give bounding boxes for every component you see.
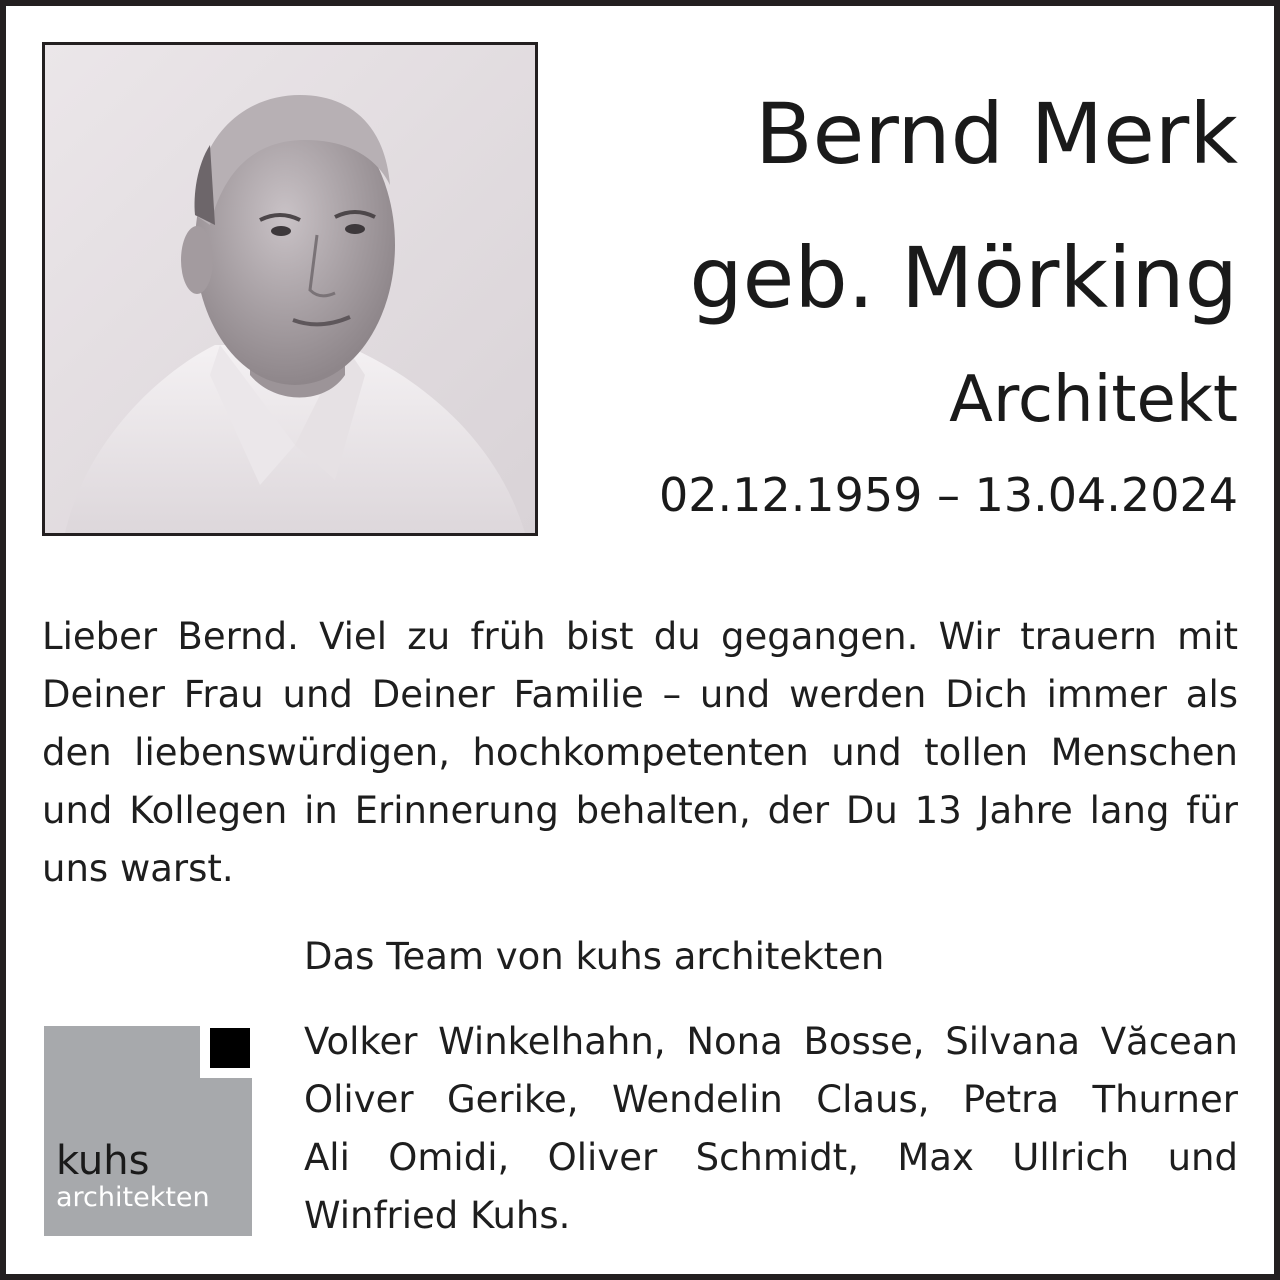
members-line [304,1187,1238,1245]
member-word: Schmidt, [695,1136,859,1179]
member-word: Thurner [1092,1078,1238,1121]
member-word: Winfried Kuhs. [304,1194,571,1237]
member-word: Bosse, [803,1020,925,1063]
team-heading: Das Team von kuhs architekten [304,935,885,978]
member-word: und [1167,1136,1238,1179]
member-word: Văcean [1100,1020,1238,1063]
member-word: Silvana [945,1020,1081,1063]
member-word: Omidi, [388,1136,510,1179]
member-word: Claus, [816,1078,930,1121]
birth-name: geb. Mörking [689,229,1238,327]
member-word: Nona [686,1020,783,1063]
members-line [304,1013,1238,1071]
members-line [304,1129,1238,1187]
members-line [304,1071,1238,1129]
team-members [304,1013,1238,1245]
notice-header [598,62,1238,540]
logo-wordmark-kuhs: kuhs [56,1138,150,1184]
member-word: Volker [304,1020,418,1063]
member-word: Ali [304,1136,350,1179]
portrait-photo [42,42,538,536]
profession: Architekt [949,363,1238,437]
deceased-name: Bernd Merk [755,85,1238,183]
logo-black-square [210,1028,250,1068]
member-word: Petra [962,1078,1060,1121]
member-word: Wendelin [611,1078,783,1121]
member-word: Gerike, [446,1078,579,1121]
logo-wordmark-architekten: architekten [56,1182,210,1213]
company-logo [44,1026,252,1236]
member-word: Oliver [304,1078,414,1121]
life-dates: 02.12.1959 – 13.04.2024 [659,468,1238,522]
member-word: Ullrich [1012,1136,1130,1179]
member-word: Max [897,1136,974,1179]
condolence-message: Lieber Bernd. Viel zu früh bist du gegangen. Wir trauern mit Deiner Frau und Deiner Familie – und werden Dich immer als den liebenswürdigen, hochkompetenten und tollen Menschen und Kollegen in Erinnerung behalten, der Du 13 Jahre lang für uns warst. [42,615,1238,890]
member-word: Oliver [547,1136,658,1179]
member-word: Winkelhahn, [438,1020,666,1063]
